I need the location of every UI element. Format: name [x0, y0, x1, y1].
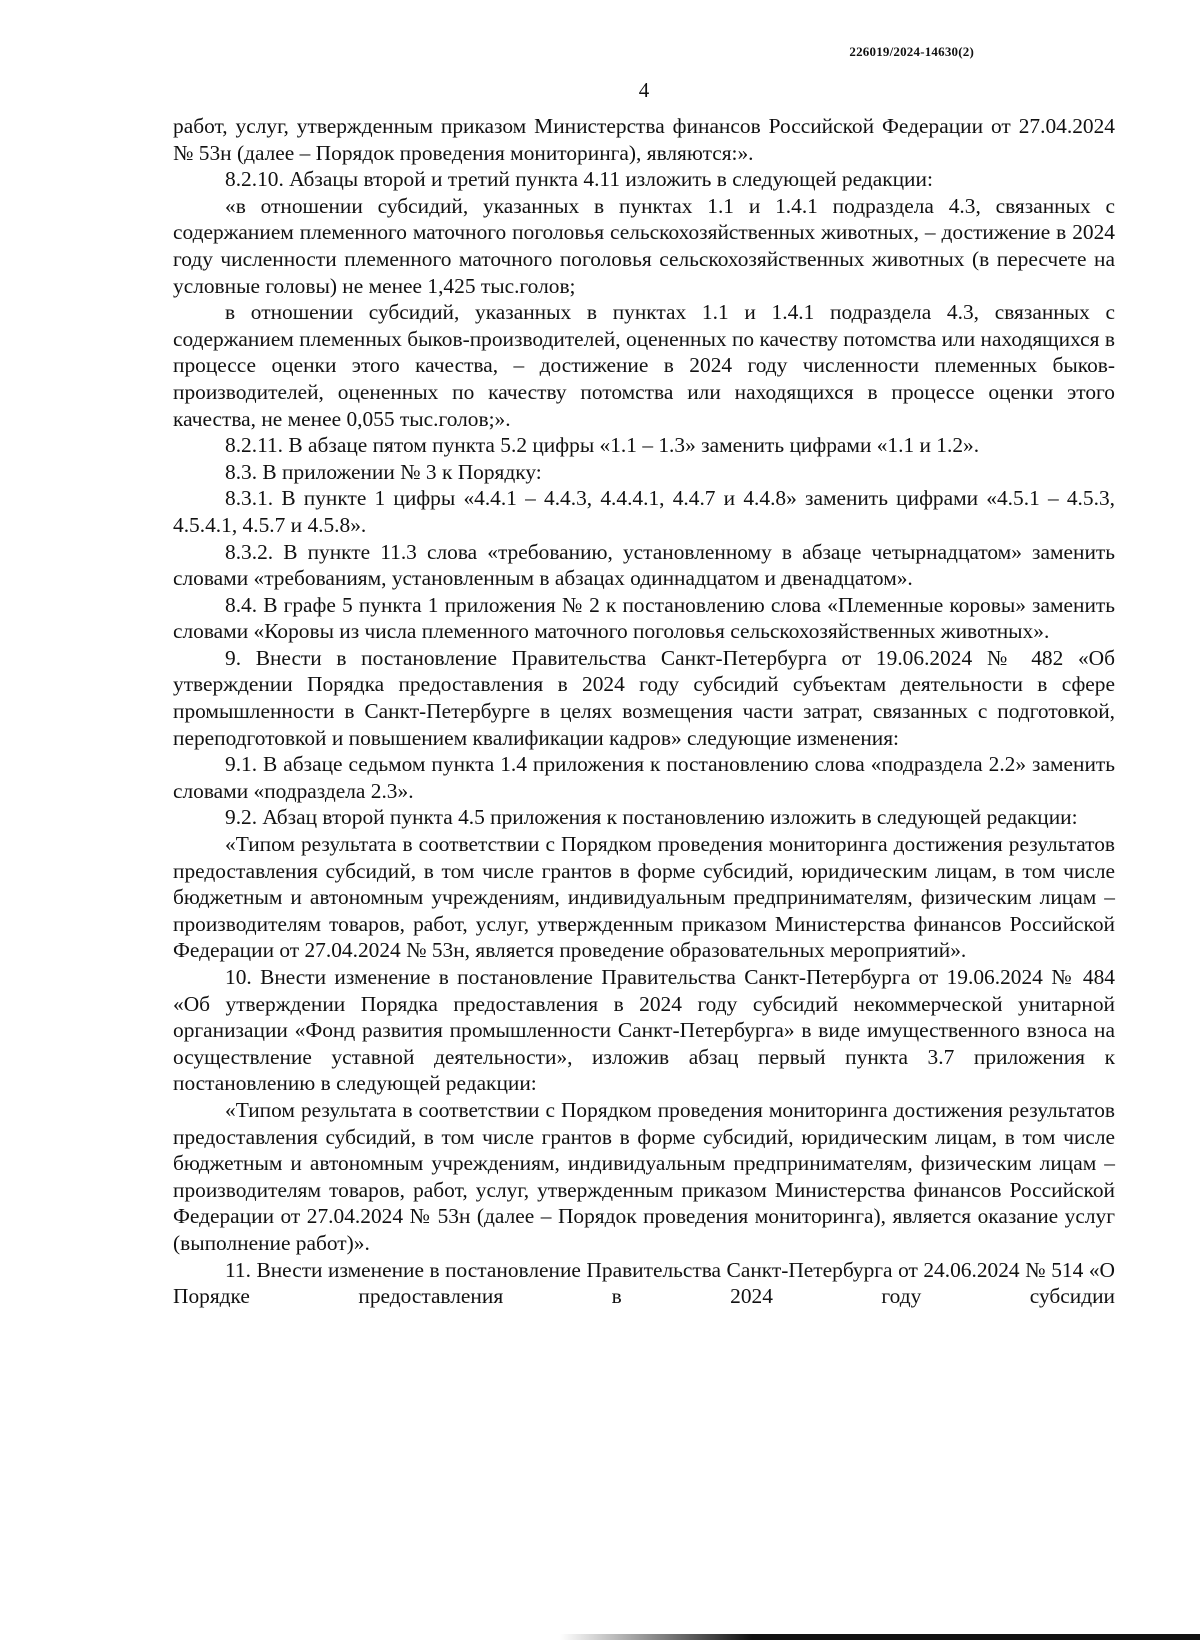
paragraph-quote-breeding-livestock: «в отношении субсидий, указанных в пунктах 1.1 и 1.4.1 подраздела 4.3, связанных с содержанием племенного маточного поголовья сельскохозяйственных животных, – достижение в 2024 году численности племенного маточного поголовья сельскохозяйственных животных (в пересчете на условные головы) не менее 1,425 тыс.голов;	[173, 193, 1115, 298]
paragraph-8-3-2: 8.3.2. В пункте 11.3 слова «требованию, установленному в абзаце четырнадцатом» заменить словами «требованиям, установленным в абзацах одиннадцатом и двенадцатом».	[173, 539, 1115, 591]
document-body	[173, 113, 1115, 1310]
page-number: 4	[638, 78, 650, 102]
paragraph-10: 10. Внести изменение в постановление Правительства Санкт-Петербурга от 19.06.2024 № 484 «Об утверждении Порядка предоставления в 2024 году субсидий некоммерческой унитарной организации «Фонд развития промышленности Санкт-Петербурга» в виде имущественного взноса на осуществление уставной деятельности», изложив абзац первый пункта 3.7 приложения к постановлению в следующей редакции:	[173, 965, 1115, 1096]
paragraph-8-2-10: 8.2.10. Абзацы второй и третий пункта 4.11 изложить в следующей редакции:	[225, 167, 933, 192]
paragraph-continuation: работ, услуг, утвержденным приказом Министерства финансов Российской Федерации от 27.04.2024 № 53н (далее – Порядок проведения мониторинга), являются:».	[173, 114, 1115, 165]
paragraph-11: 11. Внести изменение в постановление Правительства Санкт-Петербурга от 24.06.2024 № 514 «О Порядке предоставления в 2024 году субсидии	[173, 1257, 1115, 1309]
paragraph-8-2-11: 8.2.11. В абзаце пятом пункта 5.2 цифры «1.1 – 1.3» заменить цифрами «1.1 и 1.2».	[225, 433, 980, 458]
paragraph-9-1: 9.1. В абзаце седьмом пункта 1.4 приложения к постановлению слова «подраздела 2.2» заменить словами «подраздела 2.3».	[173, 752, 1115, 803]
paragraph-quote-services-result: «Типом результата в соответствии с Порядком проведения мониторинга достижения результатов предоставления субсидий, в том числе грантов в форме субсидий, юридическим лицам, в том числе бюджетным и автономным учреждениям, индивидуальным предпринимателям, физическим лицам – производителям товаров, работ, услуг, утвержденным приказом Министерства финансов Российской Федерации от 27.04.2024 № 53н (далее – Порядок проведения мониторинга), является оказание услуг (выполнение работ)».	[173, 1097, 1115, 1255]
scan-edge-shadow	[560, 1634, 1200, 1640]
paragraph-quote-breeding-bulls: в отношении субсидий, указанных в пунктах 1.1 и 1.4.1 подраздела 4.3, связанных с содержанием племенных быков-производителей, оцененных по качеству потомства или находящихся в процессе оценки этого качества, – достижение в 2024 году численности племенных быков-производителей, оцененных по качеству потомства или находящихся в процессе оценки этого качества, не менее 0,055 тыс.голов;».	[173, 300, 1115, 431]
paragraph-quote-education-result: «Типом результата в соответствии с Порядком проведения мониторинга достижения результатов предоставления субсидий, в том числе грантов в форме субсидий, юридическим лицам, в том числе бюджетным и автономным учреждениям, индивидуальным предпринимателям, физическим лицам – производителям товаров, работ, услуг, утвержденным приказом Министерства финансов Российской Федерации от 27.04.2024 № 53н, является проведение образовательных мероприятий».	[173, 832, 1115, 963]
paragraph-9-2: 9.2. Абзац второй пункта 4.5 приложения к постановлению изложить в следующей редакции:	[225, 805, 1078, 830]
paragraph-8-3-1: 8.3.1. В пункте 1 цифры «4.4.1 – 4.4.3, 4.4.4.1, 4.4.7 и 4.4.8» заменить цифрами «4.5.1 – 4.5.3, 4.5.4.1, 4.5.7 и 4.5.8».	[173, 486, 1115, 537]
paragraph-8-4: 8.4. В графе 5 пункта 1 приложения № 2 к постановлению слова «Племенные коровы» заменить словами «Коровы из числа племенного маточного поголовья сельскохозяйственных животных».	[173, 592, 1115, 644]
document-registration-number: 226019/2024-14630(2)	[849, 44, 974, 59]
paragraph-8-3: 8.3. В приложении № 3 к Порядку:	[225, 459, 542, 484]
paragraph-9: 9. Внести в постановление Правительства Санкт-Петербурга от 19.06.2024 № 482 «Об утверждении Порядка предоставления в 2024 году субсидий субъектам деятельности в сфере промышленности в Санкт-Петербурге в целях возмещения части затрат, связанных с подготовкой, переподготовкой и повышением квалификации кадров» следующие изменения:	[173, 645, 1115, 750]
